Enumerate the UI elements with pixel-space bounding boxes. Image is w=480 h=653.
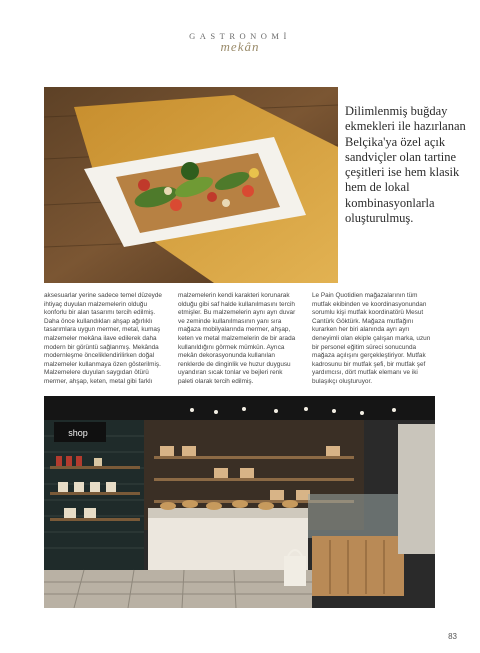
section-subtitle: mekân [220,39,260,54]
store-interior-photo [44,396,435,608]
body-column-3: Le Pain Quotidien mağazalarının tüm mutfak ekibinden ve koordinasyonundan sorumlu kişi mutfak koordinatörü Mesut Cantürk Göktürk. Mağaza mutfağını kurarken her biri alanında ayrı ayrı deneyimli olan ekiple çalışan marka, uzun bir personel eğitim süreci sonucunda mağaza açılışını gerçekleştiriyor. Mutfak kadrosunu bir mutfak şefi, bir mutfak şef yardımcısı, dört mutfak elemanı ve iki bulaşıkçı oluşturuyor. [312,292,431,385]
page-number: 83 [448,632,457,641]
store-sign: shop [68,428,88,438]
body-column-1: aksesuarlar yerine sadece temel düzeyde ihtiyaç duyulan malzemelerin olduğu konforlu bir alan tasarımı tercih edilmiş. Daha önce kullandıkları ahşap ağırlıklı tasarımlara uygun mermer, metal, kumaş malzemeler mekâna ilave edilerek daha modern bir görüntü sağlanmış. Mekânda modernleşme önceliklendirilirken doğal malzemeler kullanmaya özen gösterilmiş. Malzemelere duyulan saygıdan ötürü mermer, ahşap, keten, metal gibi farklı [44,292,162,385]
section-header [0,31,480,55]
food-photo [44,87,338,283]
pull-quote: Dilimlenmiş buğday ekmekleri ile hazırlanan Belçika'ya özel açık sandviçler olan tartine çeşitleri ise hem klasik hem de lokal kombinasyonlarla oluşturulmuş. [345,104,466,226]
food-photo-illustration [44,87,338,283]
body-column-2: malzemelerin kendi karakteri korunarak olduğu gibi saf halde kullanılmasını tercih etmişler. Bu malzemelerin aynı ayrı duvar ve zeminde kullanılmasının yanı sıra mağaza mobilyalarında mermer, ahşap, keten ve metal malzemelerin de bir arada kullanıldığını görmek mümkün. Ayrıca mekân dekorasyonunda kullanılan renklerde de dinginlik ve huzur duygusu uyandıran sıcak tonlar ve bejleri renk paleti olarak tercih edilmiş. [178,292,296,385]
section-title: GASTRONOMİ [189,31,291,41]
store-interior-illustration [44,396,435,608]
